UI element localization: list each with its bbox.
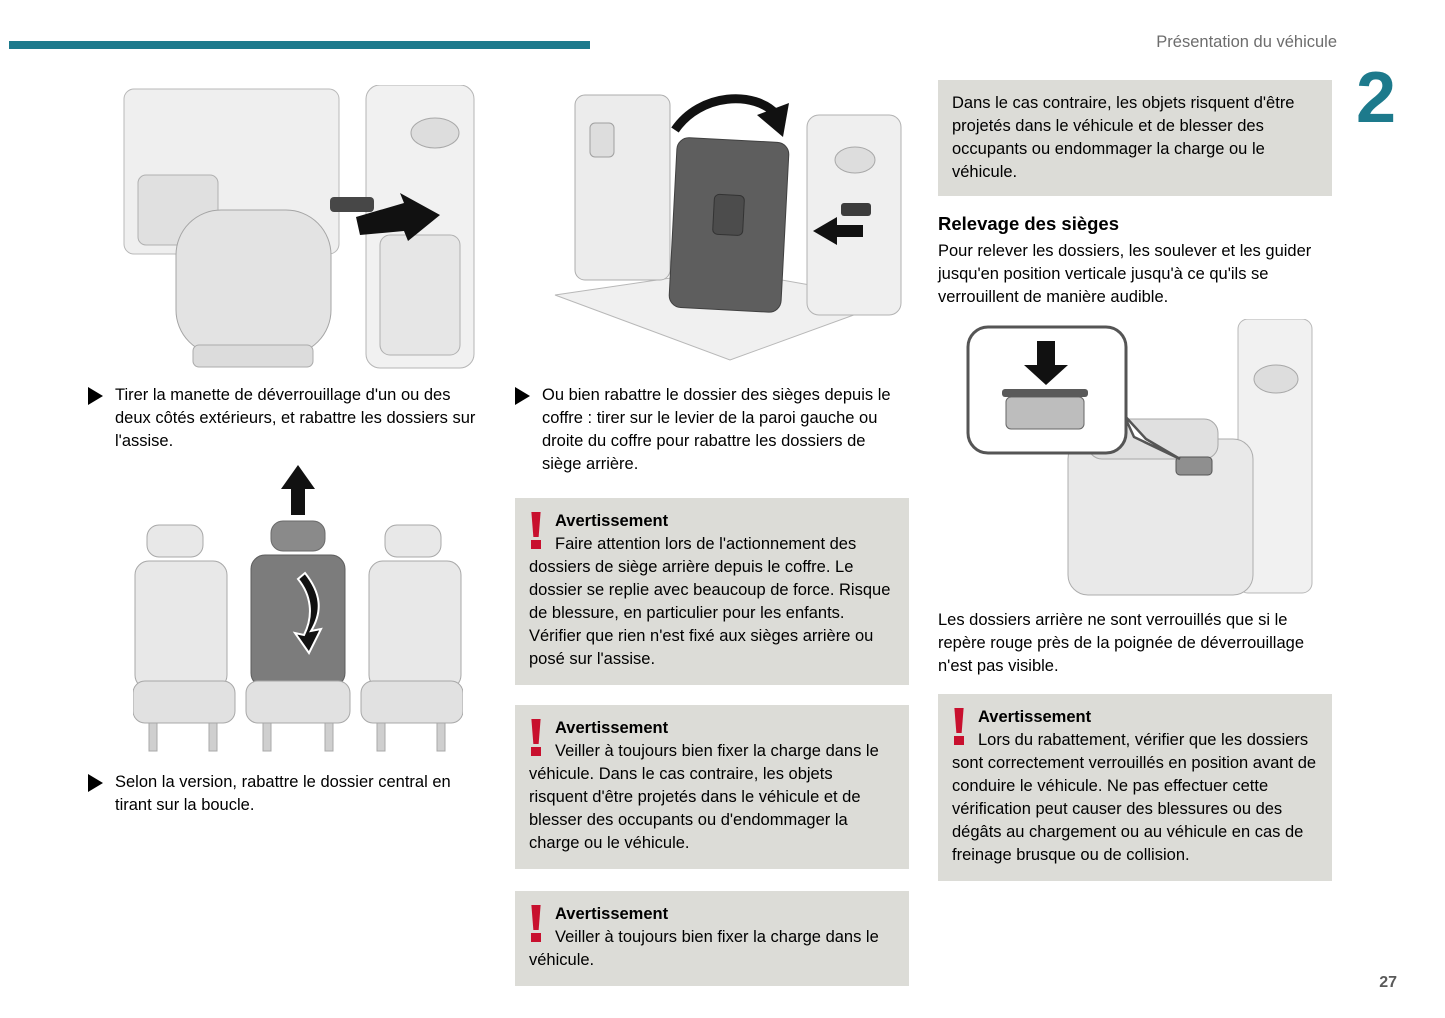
warning-box [515,891,909,986]
warning-text: Dans le cas contraire, les objets risquent d'être projetés dans le véhicule et de blesser des occupants ou endommager la charge ou le véhicule. [952,94,1295,181]
page-number: 27 [1379,974,1397,991]
warning-text: Vérifier que rien n'est fixé aux sièges arrière ou posé sur l'assise. [529,627,874,668]
warning-text: Veiller à toujours bien fixer la charge dans le véhicule. [529,928,879,969]
warning-icon [529,719,543,756]
warning-box [938,694,1332,881]
column-middle [515,85,909,986]
warning-text: Faire attention lors de l'actionnement des dossiers de siège arrière depuis le coffre. Le dossier se replie avec beaucoup de force. Risque de blessure, en particulier pour les enfants. [529,535,891,622]
illustration-seat-release-lever [118,85,480,370]
warning-icon [529,512,543,549]
warning-icon [952,708,966,745]
instruction-text: Ou bien rabattre le dossier des sièges depuis le coffre : tirer sur le levier de la paroi gauche ou droite du coffre pour rabattre les dossiers de siège arrière. [542,386,891,473]
bullet-arrow-icon [88,774,103,792]
warning-continuation-box [938,80,1332,196]
instruction-bullet [515,384,909,476]
bullet-arrow-icon [88,387,103,405]
warning-title: Avertissement [555,719,669,737]
section-heading: Relevage des sièges [938,213,1119,234]
body-text: Pour relever les dossiers, les soulever et les guider jusqu'en position verticale jusqu'à ce qu'ils se verrouillent de manière audible. [938,242,1312,306]
illustration-fold-from-boot [545,85,909,370]
bullet-arrow-icon [515,387,530,405]
instruction-bullet [88,771,480,817]
accent-bar [9,41,590,49]
warning-box [515,498,909,685]
page-header: Présentation du véhicule [1156,33,1337,51]
body-text: Les dossiers arrière ne sont verrouillés que si le repère rouge près de la poignée de déverrouillage n'est pas visible. [938,611,1305,675]
warning-box [515,705,909,869]
column-left [88,85,480,817]
warning-text: Veiller à toujours bien fixer la charge dans le véhicule. Dans le cas contraire, les objets risquent d'être projetés dans le véhicule et de blesser des occupants ou d'endommager la charge ou le véhicule. [529,742,879,852]
instruction-text: Tirer la manette de déverrouillage d'un ou des deux côtés extérieurs, et rabattre les dossiers sur l'assise. [115,386,476,450]
warning-text: Lors du rabattement, vérifier que les dossiers sont correctement verrouillés en position avant de conduire le véhicule. Ne pas effectuer cette vérification peut causer des blessures ou des dégâts au chargement ou au véhicule en cas de freinage brusque ou de collision. [952,731,1317,864]
warning-title: Avertissement [555,905,669,923]
warning-title: Avertissement [978,708,1092,726]
illustration-seat-raise-handle [958,319,1332,597]
column-right [938,80,1332,881]
warning-icon [529,905,543,942]
warning-title: Avertissement [555,512,669,530]
illustration-rear-bench-fold [133,465,480,757]
instruction-text: Selon la version, rabattre le dossier central en tirant sur la boucle. [115,773,451,814]
instruction-bullet [88,384,480,453]
chapter-number: 2 [1356,58,1397,138]
